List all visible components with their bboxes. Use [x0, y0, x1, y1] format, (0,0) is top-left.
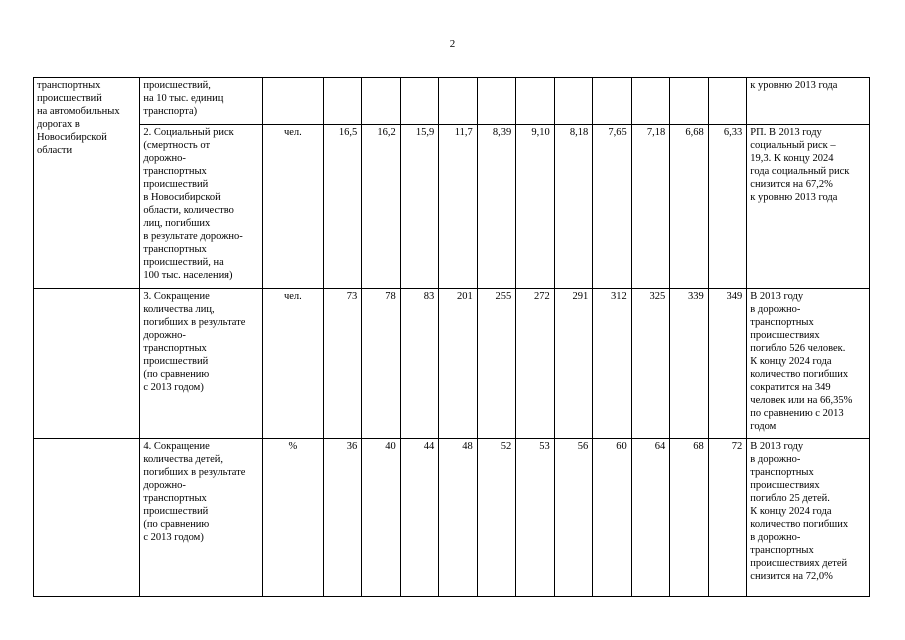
value-cell: 255	[477, 289, 516, 439]
value-cell	[670, 78, 709, 125]
note-cell: В 2013 году в дорожно- транспортных происшествиях погибло 25 детей. К концу 2024 года количество погибших в дорожно- транспортных происшествиях детей снизится на 72,0%	[747, 439, 870, 597]
value-cell: 48	[439, 439, 478, 597]
indicators-table	[33, 77, 870, 597]
value-cell	[400, 78, 439, 125]
value-cell: 60	[593, 439, 632, 597]
value-cell: 83	[400, 289, 439, 439]
table-row	[34, 289, 870, 439]
value-cell	[631, 78, 670, 125]
value-cell: 72	[708, 439, 747, 597]
unit-cell: %	[263, 439, 324, 597]
value-cell: 16,2	[362, 125, 401, 289]
value-cell: 8,18	[554, 125, 593, 289]
value-cell: 339	[670, 289, 709, 439]
value-cell: 11,7	[439, 125, 478, 289]
value-cell: 6,33	[708, 125, 747, 289]
value-cell: 349	[708, 289, 747, 439]
goal-cell: транспортных происшествий на автомобильных дорогах в Новосибирской области	[34, 78, 140, 289]
value-cell: 36	[323, 439, 362, 597]
page-number: 2	[449, 38, 456, 50]
value-cell	[593, 78, 632, 125]
value-cell: 6,68	[670, 125, 709, 289]
empty-cell	[34, 439, 140, 597]
value-cell: 56	[554, 439, 593, 597]
value-cell: 272	[516, 289, 555, 439]
indicator-cell: 2. Социальный риск (смертность от дорожно- транспортных происшествий в Новосибирской области, количество лиц, погибших в результате дорожно- транспортных происшествий, на 100 тыс. населения)	[140, 125, 263, 289]
value-cell: 64	[631, 439, 670, 597]
value-cell	[477, 78, 516, 125]
unit-cell: чел.	[263, 125, 324, 289]
value-cell: 312	[593, 289, 632, 439]
indicator-cell: 4. Сокращение количества детей, погибших в результате дорожно- транспортных происшествий (по сравнению с 2013 годом)	[140, 439, 263, 597]
table-row	[34, 78, 870, 125]
value-cell	[362, 78, 401, 125]
value-cell: 15,9	[400, 125, 439, 289]
table-row	[34, 125, 870, 289]
note-cell: В 2013 году в дорожно- транспортных происшествиях погибло 526 человек. К концу 2024 года количество погибших сократится на 349 человек или на 66,35% по сравнению с 2013 годом	[747, 289, 870, 439]
unit-cell: чел.	[263, 289, 324, 439]
table-row	[34, 439, 870, 597]
value-cell: 40	[362, 439, 401, 597]
value-cell	[323, 78, 362, 125]
value-cell: 201	[439, 289, 478, 439]
value-cell	[439, 78, 478, 125]
value-cell	[516, 78, 555, 125]
value-cell: 16,5	[323, 125, 362, 289]
unit-cell	[263, 78, 324, 125]
indicator-cell: происшествий, на 10 тыс. единиц транспорта)	[140, 78, 263, 125]
value-cell: 78	[362, 289, 401, 439]
note-cell: к уровню 2013 года	[747, 78, 870, 125]
value-cell	[554, 78, 593, 125]
value-cell	[708, 78, 747, 125]
value-cell: 68	[670, 439, 709, 597]
value-cell: 7,65	[593, 125, 632, 289]
value-cell: 73	[323, 289, 362, 439]
indicator-cell: 3. Сокращение количества лиц, погибших в результате дорожно- транспортных происшествий (по сравнению с 2013 годом)	[140, 289, 263, 439]
value-cell: 8,39	[477, 125, 516, 289]
empty-cell	[34, 289, 140, 439]
value-cell: 325	[631, 289, 670, 439]
value-cell: 53	[516, 439, 555, 597]
value-cell: 52	[477, 439, 516, 597]
value-cell: 9,10	[516, 125, 555, 289]
note-cell: РП. В 2013 году социальный риск – 19,3. К концу 2024 года социальный риск снизится на 67,2% к уровню 2013 года	[747, 125, 870, 289]
value-cell: 44	[400, 439, 439, 597]
value-cell: 7,18	[631, 125, 670, 289]
value-cell: 291	[554, 289, 593, 439]
